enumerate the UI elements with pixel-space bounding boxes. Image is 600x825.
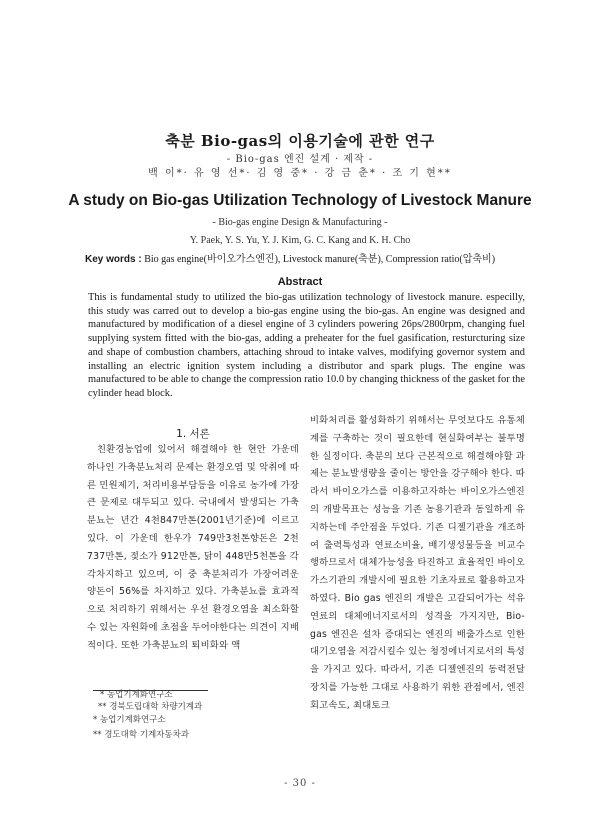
footnote: ** 경북도립대학 차량기계과	[98, 702, 203, 712]
abstract-body: This is fundamental study to utilized the bio-gas utilization technology of livestock manure. especilly, this study was carred out to develop a bio-gas engine using the bio-gas. An engine was designed and manufactured by modification of a diesel engine of 3 cylinders powering 26ps/2800rpm, changing fuel supplying system fitted with the bio-gas, adding a preheater for the fuel gasification, resturcturing size and shape of combustion chambers, attaching shroud to intake valves, modifying governor system and installing an electric ignition system including a distributor and spark plugs. The engine was manufactured to be able to change the compression ratio 10.0 by changing thickness of the gasket for the cylinder head block.	[88, 292, 525, 399]
keywords-label: Key words :	[85, 254, 142, 265]
english-authors: Y. Paek, Y. S. Yu, Y. J. Kim, G. C. Kang and K. H. Cho	[189, 235, 411, 246]
english-subtitle: - Bio-gas engine Design & Manufacturing -	[212, 217, 388, 228]
footnote: * 농업기계화연구소	[93, 715, 166, 725]
english-title: A study on Bio-gas Utilization Technology of Livestock Manure	[68, 192, 532, 209]
abstract-heading: Abstract	[277, 276, 323, 288]
keywords-text: Bio gas engine(바이오가스엔진), Livestock manure(축분), Compression ratio(압축비)	[144, 254, 496, 265]
korean-subtitle: - Bio-gas 엔진 설계 · 제작 -	[226, 154, 374, 165]
korean-title: 축분 Bio-gas의 이용기술에 관한 연구	[165, 132, 435, 150]
footnote: ** 경도대학 기계자동차과	[93, 730, 190, 740]
body-column-left: 친환경농업에 있어서 해결해야 한 현안 가운데 하나인 가축분뇨처리 문제는 환경오염 및 악취에 따른 민원제기, 처리비용부담등을 이유로 농가에 가장큰 문제로 대두되고 있다. 국내에서 발생되는 가축분뇨는 년간 4천847만톤(2001년기준)에 이르고 있다. 이 가운데 한우가 749만3천톤향돈은 2천737만톤, 젖소가 912만톤, 닭이 448만5천톤을 각각차지하고 있으며, 이 중 축분처리가 가장어려운 양돈이 56%를 차지하고 있다. 가축분뇨를 효과적으로 처리하기 위해서는 우선 환경오염을 최소화할 수 있는 자원화에 초점을 두어야한다는 의견이 지배적이다. 또한 가축분뇨의 퇴비화와 액	[87, 444, 299, 651]
korean-authors: 백 이*· 유 영 선*· 김 영 중* · 강 금 춘* · 조 기 현**	[148, 168, 452, 179]
page-number: - 30 -	[284, 778, 316, 789]
section-heading-introduction: 1. 서론	[176, 428, 210, 440]
body-column-right: 비화처리를 활성화하기 위해서는 무엇보다도 유통체계를 구축하는 것이 필요한데 현실화여부는 불투명한 실정이다. 축분의 보다 근본적으로 해결해야할 과제는 분뇨발생량을 줄이는 방안을 강구해야 한다. 따라서 바이오가스를 이용하고자하는 바이오가스엔진의 개발목표는 성능을 기존 농용기관과 동일하게 유지하는데 주안점을 두었다. 기존 디젤기관을 개조하여 출력특성과 연료소비율, 배기생성물등을 비교수행하므로서 대체가능성을 타진하고 효율적인 바이오가스기관의 개발시에 필요한 기초자료로 활용하고자 하였다. Bio gas 엔진의 개발은 고갈되어가는 석유연료의 대체에너지로서의 성격을 가지지만, Bio-gas 엔진은 설차 증대되는 엔진의 배출가스로 인한 대기오염을 저감시킬수 있는 청정에너지로서의 특성을 가지고 있다. 따라서, 기존 디젤엔진의 동력전달장치를 가능한 그대로 사용하기 위한 관점에서, 엔진회고속도, 최대토크	[310, 415, 525, 711]
footnote: * 농업기계화연구소	[100, 690, 173, 700]
keywords-line	[85, 250, 545, 265]
